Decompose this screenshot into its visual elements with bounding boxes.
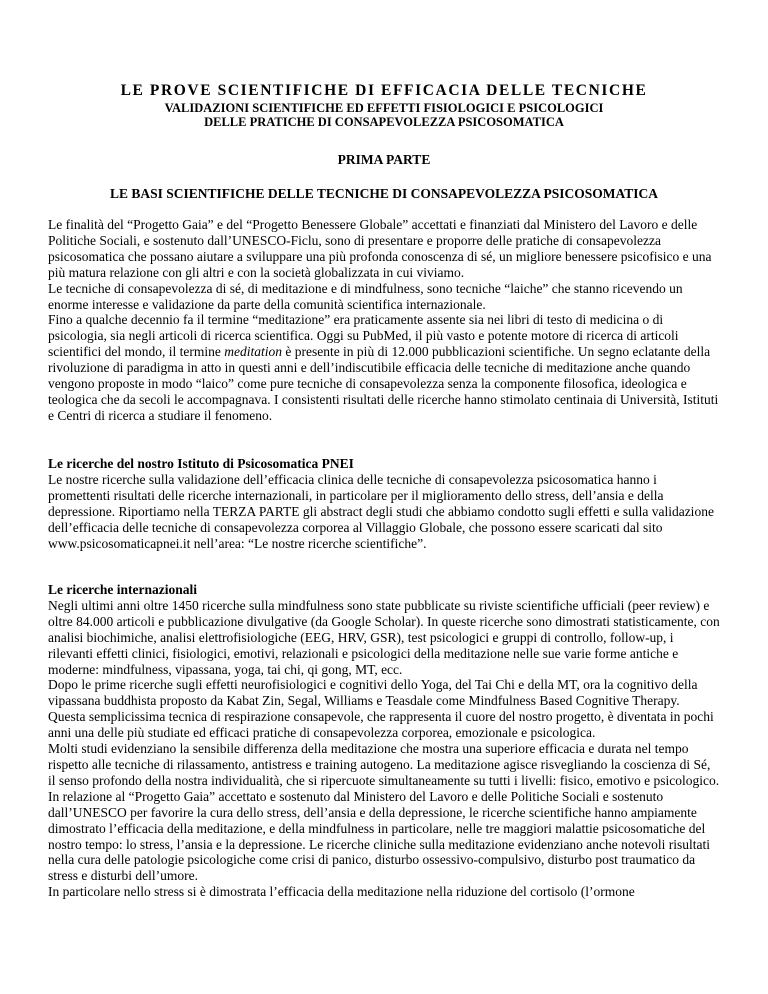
intro-paragraph-3-text-b: è presente in più di 12.000 pubblicazioni scientifiche. Un segno eclatante della rivoluzione di paradigma in atto in questi anni e dell’indiscutibile efficacia delle tecniche di meditazione anche quando vengono proposte in modo “laico” come pure tecniche di consapevolezza senza la componente filosofica, ideologica e teologica che da secoli le accompagnava. I consistenti risultati delle ricerche hanno stimolato centinaia di Università, Istituti e Centri di ricerca a studiare il fenomeno. xyxy=(48,344,719,423)
international-research-paragraph-3: Molti studi evidenziano la sensibile differenza della meditazione che mostra una superiore efficacia e durata nel tempo rispetto alle tecniche di rilassamento, antistress e training autogeno. La meditazione agisce risvegliando la coscienza di Sé, il senso profondo della nostra individualità, che si ripercuote simultaneamente su tutti i livelli: fisico, emotivo e psicologico. xyxy=(48,741,720,788)
international-research-paragraph-1: Negli ultimi anni oltre 1450 ricerche sulla mindfulness sono state pubblicate su riviste scientifiche ufficiali (peer review) e oltre 84.000 articoli e pubblicazione divulgative (da Google Scholar). In queste ricerche sono dimostrati statisticamente, con analisi biochimiche, analisi elettrofisiologiche (EEG, HRV, GSR), test psicologici e gruppi di controllo, follow-up, i rilevanti effetti clinici, fisiologici, emotivi, relazionali e psicologici della meditazione nelle sue varie forme antiche e moderne: mindfulness, vipassana, yoga, tai chi, qi gong, MT, ecc. xyxy=(48,597,720,677)
international-research-paragraph-2: Dopo le prime ricerche sugli effetti neurofisiologici e cognitivi dello Yoga, del Tai Chi e della MT, ora la cognitivo della vipassana buddhista proposto da Kabat Zin, Segal, Williams e Teasdale come Mindfulness Based Cognitive Therapy. Questa semplicissima tecnica di respirazione consapevole, che rappresenta il cuore del nostro progetto, è diventata in pochi anni una delle più studiate ed efficaci pratiche di consapevolezza corporea, emozionale e psicologica. xyxy=(48,677,714,741)
document-subtitle-line-1: VALIDAZIONI SCIENTIFICHE ED EFFETTI FISIOLOGICI E PSICOLOGICI xyxy=(164,101,604,115)
section-heading: LE BASI SCIENTIFICHE DELLE TECNICHE DI CONSAPEVOLEZZA PSICOSOMATICA xyxy=(110,186,658,201)
intro-paragraph-3 xyxy=(48,312,720,423)
international-research-heading: Le ricerche internazionali xyxy=(48,582,197,597)
document-subtitle-line-2: DELLE PRATICHE DI CONSAPEVOLEZZA PSICOSOMATICA xyxy=(204,115,564,129)
international-research-section xyxy=(48,582,720,900)
institute-research-heading: Le ricerche del nostro Istituto di Psicosomatica PNEI xyxy=(48,456,354,471)
meditation-term: meditation xyxy=(224,344,282,360)
intro-section xyxy=(48,217,720,424)
document-title: LE PROVE SCIENTIFICHE DI EFFICACIA DELLE TECNICHE xyxy=(120,82,648,99)
intro-paragraph-2: Le tecniche di consapevolezza di sé, di meditazione e di mindfulness, sono tecniche “laiche” che stanno ricevendo un enorme interesse e validazione da parte della comunità scientifica internazionale. xyxy=(48,280,683,312)
institute-research-section xyxy=(48,456,720,551)
intro-paragraph-3-text-a: Fino a qualche decennio fa il termine “meditazione” era praticamente assente sia nei libri di testo di medicina o di psicologia, sia negli articoli di ricerca scientifica. Oggi su PubMed, il più vasto e potente motore di ricerca di articoli scientifici del mondo, il termine xyxy=(48,312,679,360)
international-research-paragraph-5: In particolare nello stress si è dimostrata l’efficacia della meditazione nella riduzione del cortisolo (l’ormone xyxy=(48,884,635,900)
part-heading: PRIMA PARTE xyxy=(337,152,431,167)
intro-paragraph-1: Le finalità del “Progetto Gaia” e del “Progetto Benessere Globale” accettati e finanziati dal Ministero del Lavoro e delle Politiche Sociali, e sostenuto dall’UNESCO-Ficlu, sono di presentare e proporre delle pratiche di consapevolezza psicosomatica che possano aiutare a sviluppare una più profonda conoscenza di sé, un migliore benessere psicofisico e una più matura relazione con gli altri e con la società globalizzata in cui viviamo. xyxy=(48,217,712,280)
international-research-paragraph-4: In relazione al “Progetto Gaia” accettato e sostenuto dal Ministero del Lavoro e delle Politiche Sociali e sostenuto dall’UNESCO per favorire la cura dello stress, dell’ansia e della depressione, le ricerche scientifiche hanno ampiamente dimostrato l’efficacia della meditazione, e della mindfulness in particolare, nelle tre maggiori malattie psicosomatiche del nostro tempo: lo stress, l’ansia e la depressione. Le ricerche cliniche sulla meditazione evidenziano anche notevoli risultati nella cura delle patologie psicologiche come crisi di panico, disturbo ossessivo-compulsivo, disturbo post traumatico da stress e disturbi dell’umore. xyxy=(48,788,711,884)
institute-research-paragraph: Le nostre ricerche sulla validazione dell’efficacia clinica delle tecniche di consapevolezza psicosomatica hanno i promettenti risultati delle ricerche internazionali, in particolare per il miglioramento dello stress, dell’ansia e della depressione. Riportiamo nella TERZA PARTE gli abstract degli studi che abbiamo condotto sugli effetti e sulla validazione dell’efficacia delle tecniche di consapevolezza corporea al Villaggio Globale, che possono essere scaricati dal sito www.psicosomaticapnei.it nell’area: “Le nostre ricerche scientifiche”. xyxy=(48,471,714,551)
